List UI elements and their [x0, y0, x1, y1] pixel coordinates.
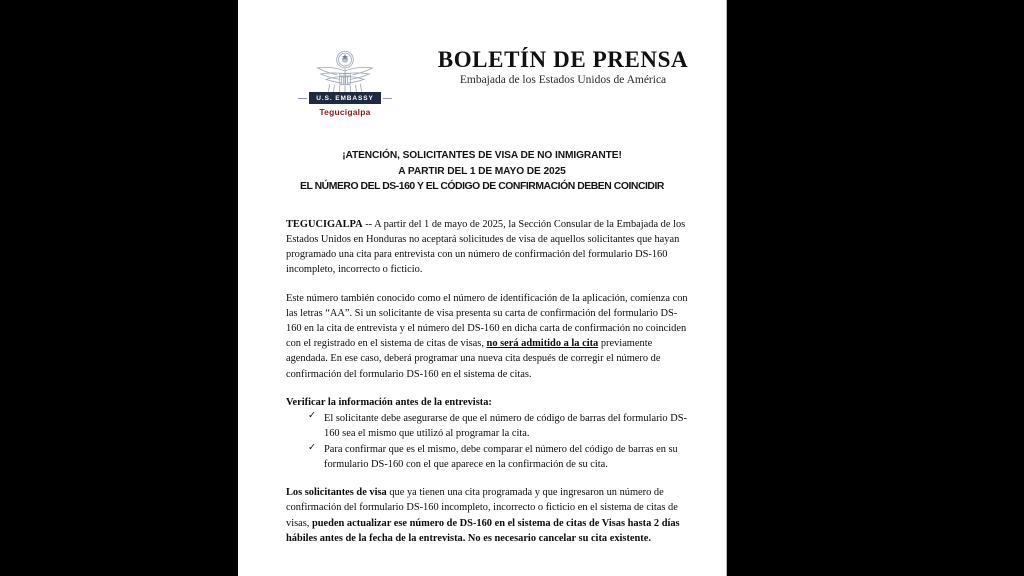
- headline-line-3: EL NÚMERO DEL DS-160 Y EL CÓDIGO DE CONFIRMACIÓN DEBEN COINCIDIR: [300, 181, 664, 192]
- paragraph-2: [286, 291, 692, 382]
- embassy-bar-label: U.S. EMBASSY: [309, 92, 381, 104]
- list-item-text: El solicitante debe asegurarse de que el número de código de barras del formulario DS-160 sea el mismo que utilizó al programar la cita.: [324, 412, 687, 439]
- paragraph-2-text-before: Este número también conocido como el número de identificación de la aplicación, comienza con las letras “AA”. Si un solicitante de visa presenta su carta de confirmación del formulario DS-160 en la cita de entrevista y el número del DS-160 en dicha carta de confirmación no coinciden con el registrado en el sistema de citas de visas,: [286, 292, 688, 350]
- paragraph-2-text-after: previamente agendada. En ese caso, deberá programar una nueva cita después de corregir el número de confirmación del formulario DS-160 en el sistema de citas.: [286, 338, 661, 380]
- page-title: BOLETÍN DE PRENSA: [437, 47, 689, 72]
- check-icon: ✓: [308, 442, 316, 453]
- list-item: [308, 442, 692, 472]
- list-item-text: Para confirmar que es el mismo, debe comparar el número del código de barras en su formulario DS-160 con el que aparece en la confirmación de su cita.: [324, 444, 678, 471]
- headline-line-2: A PARTIR DEL 1 DE MAYO DE 2025: [398, 165, 566, 177]
- us-great-seal-eagle-icon: [307, 48, 383, 94]
- paragraph-3-bold-lead: Los solicitantes de visa: [286, 487, 387, 499]
- checklist: [286, 411, 692, 472]
- checklist-heading: Verificar la información antes de la entrevista:: [286, 396, 492, 408]
- page-subtitle: Embajada de los Estados Unidos de América: [459, 74, 667, 87]
- paragraph-3-text: que ya tienen una cita programada y que ingresaron un número de confirmación del formulario DS-160 incompleto, incorrecto o ficticio en el sistema de citas de visas,: [286, 487, 678, 529]
- check-icon: ✓: [308, 411, 316, 422]
- list-item: [308, 411, 692, 441]
- embassy-city-label: Tegucigalpa: [319, 107, 371, 117]
- embassy-seal-block: [300, 48, 390, 117]
- dateline: TEGUCIGALPA: [286, 218, 363, 230]
- paragraph-1-text: -- A partir del 1 de mayo de 2025, la Sección Consular de la Embajada de los Estados Unidos en Honduras no aceptará solicitudes de visa de aquellos solicitantes que hayan programado una cita para entrevista con un número de confirmación del formulario DS-160 incompleto, incorrecto o ficticio.: [286, 218, 686, 276]
- body-column: [286, 217, 692, 546]
- paragraph-1: [286, 217, 692, 278]
- headline-line-1: ¡ATENCIÓN, SOLICITANTES DE VISA DE NO INMIGRANTE!: [342, 150, 622, 161]
- press-release-page: [238, 0, 727, 576]
- headline-block: [274, 148, 690, 195]
- title-block: [413, 48, 713, 86]
- paragraph-3-bold-tail: pueden actualizar ese número de DS-160 en el sistema de citas de Visas hasta 2 días hábiles antes de la fecha de la entrevista. No es necesario cancelar su cita existente.: [286, 517, 680, 544]
- paragraph-3: [286, 485, 692, 546]
- document-masthead: [238, 0, 726, 117]
- paragraph-2-emphasis: no será admitido a la cita: [486, 338, 599, 350]
